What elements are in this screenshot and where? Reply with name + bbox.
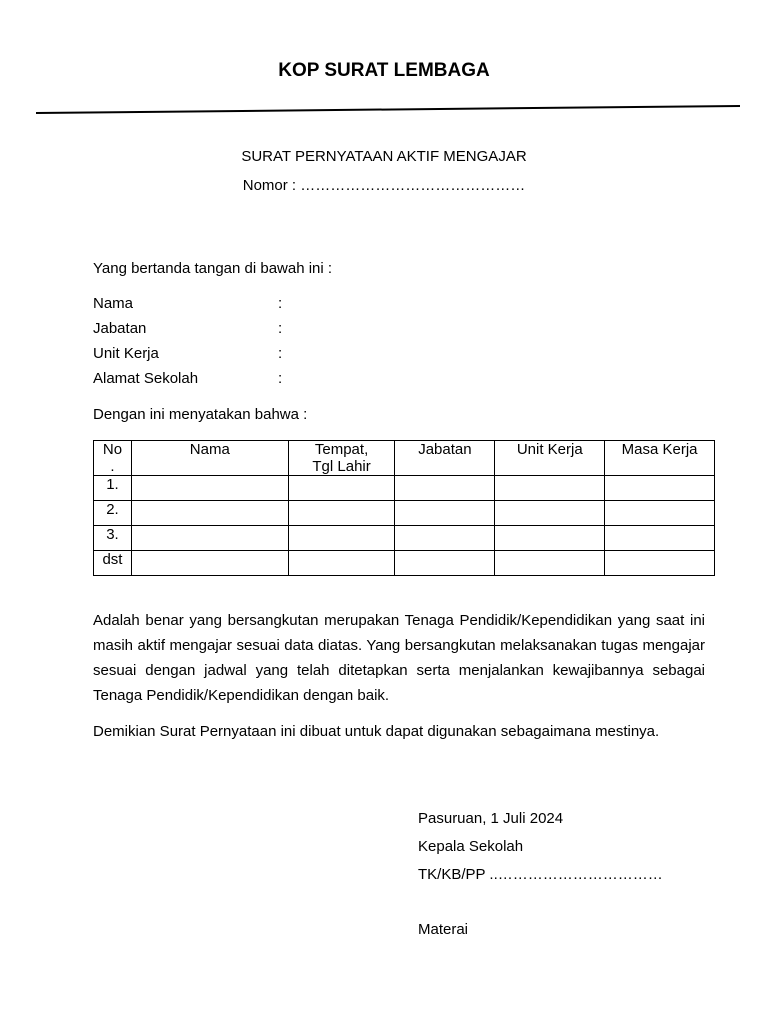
table-cell [495, 476, 605, 501]
field-nama [93, 295, 393, 317]
statement-intro: Dengan ini menyatakan bahwa : [93, 406, 308, 423]
table-cell [605, 476, 715, 501]
table-cell-no: 2. [94, 501, 132, 526]
table-cell [395, 501, 495, 526]
header-nama: Nama [131, 441, 288, 476]
table-cell [288, 551, 395, 576]
table-cell [605, 551, 715, 576]
field-separator: : [278, 345, 283, 362]
table-cell [495, 526, 605, 551]
signature-place-date: Pasuruan, 1 Juli 2024 [418, 810, 564, 827]
field-label: Alamat Sekolah [93, 370, 199, 387]
header-tempat-tgl-lahir: Tempat, Tgl Lahir [288, 441, 395, 476]
field-label: Nama [93, 295, 134, 312]
intro-text: Yang bertanda tangan di bawah ini : [93, 260, 333, 277]
table-cell [288, 526, 395, 551]
table-cell [395, 551, 495, 576]
table-cell [605, 501, 715, 526]
stamp-label: Materai [418, 921, 469, 938]
field-separator: : [278, 295, 283, 312]
table-row [94, 501, 715, 526]
table-cell [605, 526, 715, 551]
table-cell-no: 1. [94, 476, 132, 501]
header-jabatan: Jabatan [395, 441, 495, 476]
letterhead-divider [36, 104, 740, 118]
table-cell [288, 501, 395, 526]
table-cell-no: 3. [94, 526, 132, 551]
field-jabatan [93, 320, 393, 342]
field-separator: : [278, 320, 283, 337]
statement-paragraph: Adalah benar yang bersangkutan merupakan Tenaga Pendidik/Kependidikan yang saat ini masih aktif mengajar sesuai data diatas. Yang bersangkutan melaksanakan tugas mengajar sesuai dengan jadwal yang telah ditetapkan serta menjalankan kewajibannya sebagai Tenaga Pendidik/Kependidikan dengan baik. [93, 612, 705, 704]
field-separator: : [278, 370, 283, 387]
field-alamat-sekolah [93, 370, 393, 392]
closing-paragraph: Demikian Surat Pernyataan ini dibuat untuk dapat digunakan sebagaimana mestinya. [93, 723, 660, 740]
table-cell [131, 476, 288, 501]
table-row [94, 476, 715, 501]
teacher-table [93, 440, 715, 576]
signature-institution: TK/KB/PP ..…………………………… [418, 866, 663, 883]
table-row [94, 551, 715, 576]
table-cell [495, 501, 605, 526]
letterhead-title: KOP SURAT LEMBAGA [278, 60, 490, 81]
table-cell-no: dst [94, 551, 132, 576]
header-no: No . [94, 441, 132, 476]
field-label: Jabatan [93, 320, 147, 337]
table-cell [395, 476, 495, 501]
table-cell [131, 526, 288, 551]
table-cell [395, 526, 495, 551]
table-cell [288, 476, 395, 501]
document-number: Nomor : ……………………………………… [242, 177, 526, 194]
table-cell [495, 551, 605, 576]
field-unit-kerja [93, 345, 393, 367]
table-cell [131, 551, 288, 576]
table-header-row [94, 441, 715, 476]
document-title: SURAT PERNYATAAN AKTIF MENGAJAR [241, 148, 527, 165]
table-row [94, 526, 715, 551]
header-unit-kerja: Unit Kerja [495, 441, 605, 476]
signature-position: Kepala Sekolah [418, 838, 524, 855]
field-label: Unit Kerja [93, 345, 159, 362]
table-cell [131, 501, 288, 526]
header-masa-kerja: Masa Kerja [605, 441, 715, 476]
